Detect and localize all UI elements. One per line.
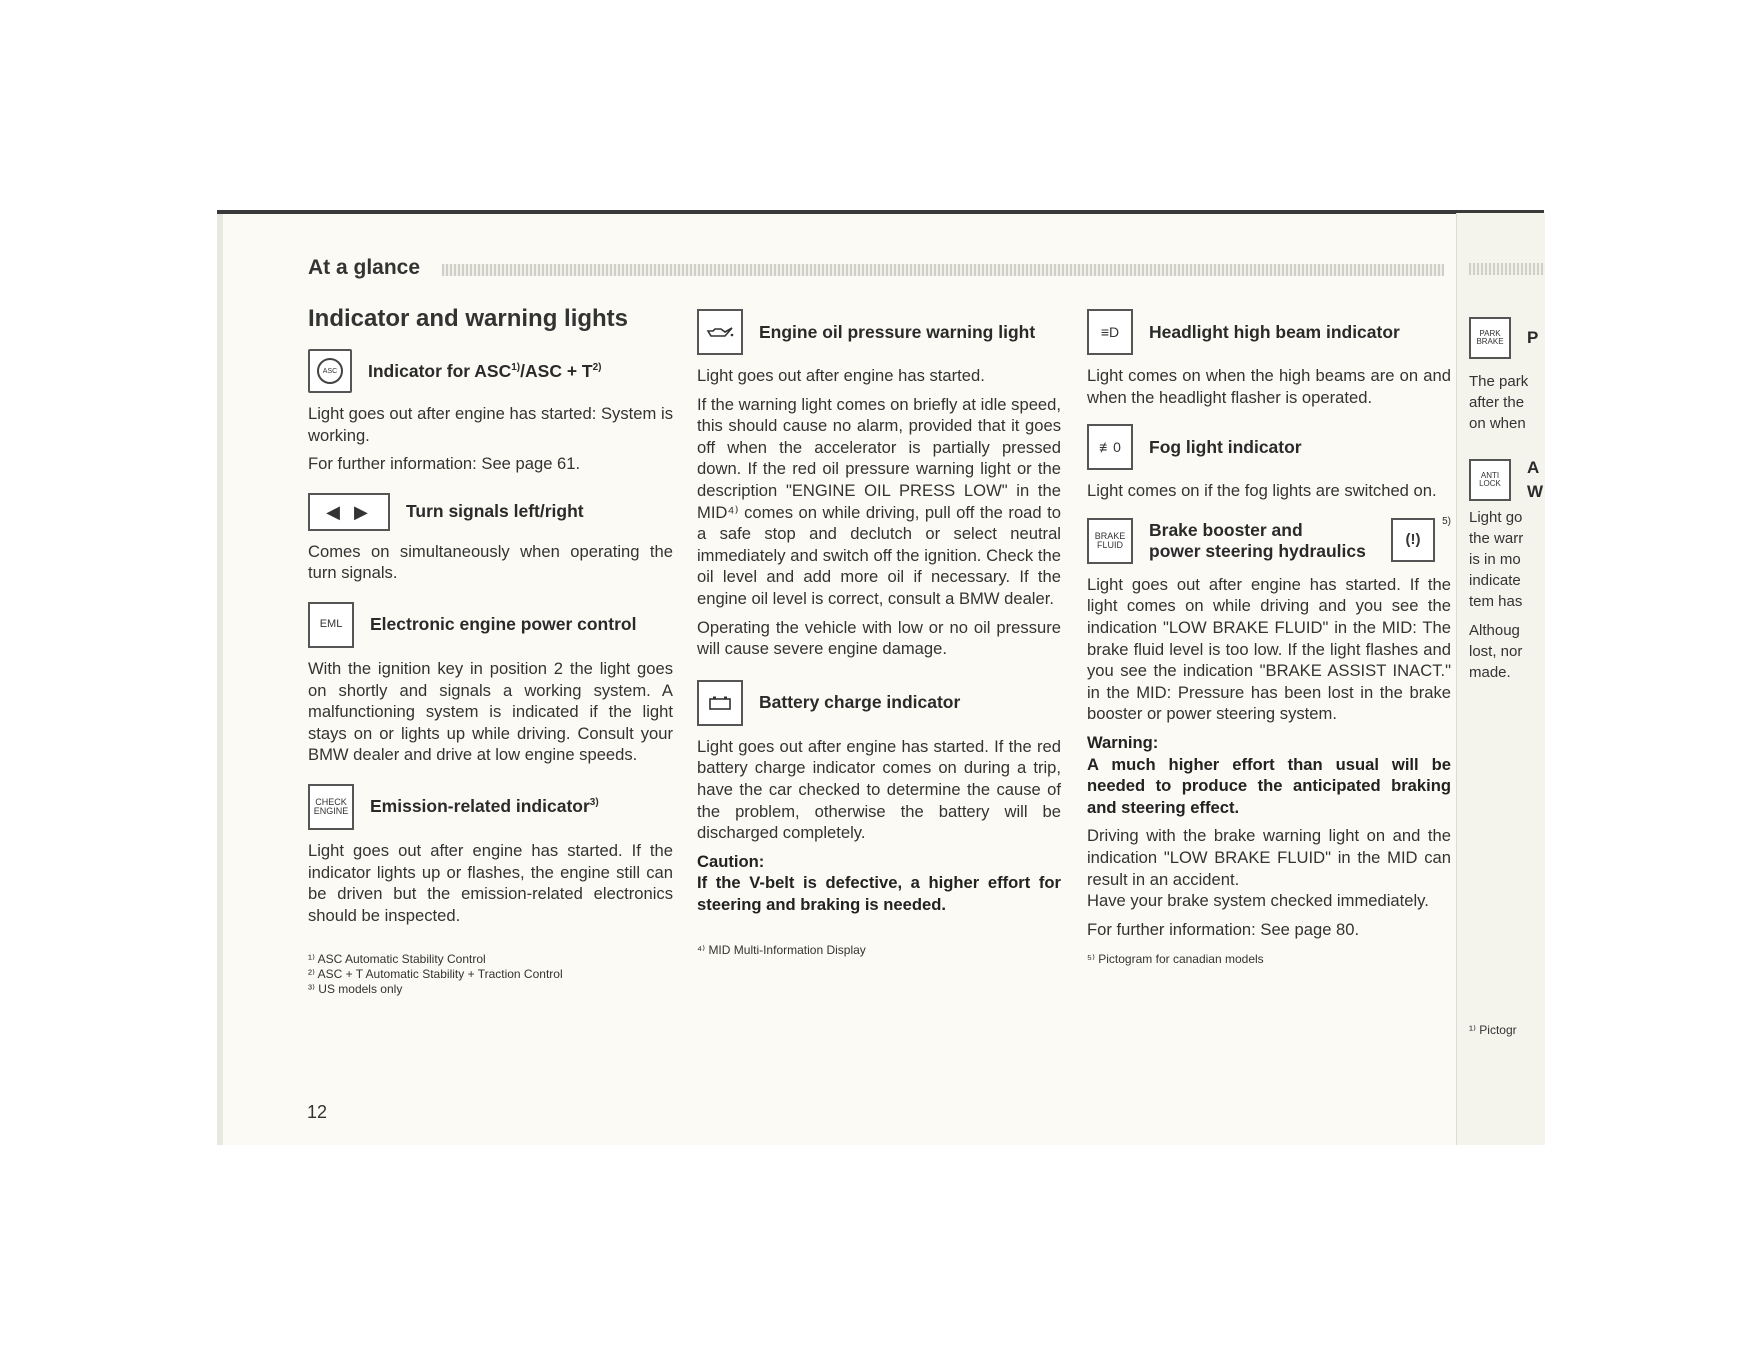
park-brake-text — [1469, 371, 1528, 434]
park-brake-heading — [1469, 317, 1538, 359]
fog-light-icon: ≢0 — [1087, 424, 1133, 470]
oil-paragraph-2: If the warning light comes on briefly at idle speed, this should cause no alarm, provided that it goes off when the accelerator is partially pressed down. If the red oil pressure warning light or the description "ENGINE OIL PRESS LOW" in the MID⁴⁾ comes on while driving, pull off the road to a safe stop and declutch or select neutral immediately and switch off the ignition. Check the oil level and add more oil if necessary. If the engine oil level is correct, consult a BMW dealer. — [697, 394, 1061, 608]
high-beam-title: Headlight high beam indicator — [1149, 321, 1400, 342]
eml-paragraph: With the ignition key in position 2 the light goes on shortly and signals a working system. A malfunctioning system is indicated if the light stays on or lights up while driving. Consult your BMW dealer and drive at low engine speeds. — [308, 658, 673, 765]
brake-title-line-2: power steering hydraulics — [1149, 540, 1366, 561]
asc-indicator-title — [368, 361, 602, 382]
turn-right-icon: ▶ — [354, 501, 382, 522]
anti-lock-icon — [1469, 459, 1511, 501]
high-beam-icon: ≡D — [1087, 309, 1133, 355]
asc-title-main: Indicator for ASC — [368, 360, 512, 381]
abs-text — [1469, 507, 1523, 683]
abs-title-line-1: A — [1527, 458, 1540, 477]
col1-footnotes — [308, 952, 673, 997]
header-rule — [442, 264, 1444, 276]
abs-line-4: indicate — [1469, 572, 1521, 589]
asc-icon-circle: ASC — [317, 358, 343, 384]
brake-paragraph-1: Light goes out after engine has started. If the light comes on while driving and you see the indication "LOW BRAKE FLUID" in the MID: The brake fluid level is too low. If the light flashes and you see the indication "BRAKE ASSIST INACT." in the MID: Pressure has been lost in the brake booster or power steering system. — [1087, 574, 1451, 724]
abs-line-7: lost, nor — [1469, 643, 1523, 660]
battery-svg — [708, 695, 732, 711]
emission-title — [370, 796, 599, 817]
park-line-2: after the — [1469, 394, 1525, 411]
eml-title: Electronic engine power control — [370, 614, 637, 635]
brake-title-line-1: Brake booster and — [1149, 519, 1303, 540]
column-3 — [1087, 309, 1451, 967]
emission-title-text: Emission-related indicator — [370, 796, 590, 817]
page-edge-shadow — [217, 213, 223, 1145]
footnote-3: ³⁾ US models only — [308, 982, 403, 997]
col3-footnote: ⁵⁾ Pictogram for canadian models — [1087, 952, 1264, 967]
eml-heading — [308, 602, 673, 648]
battery-icon — [697, 680, 743, 726]
abs-title-line-2: W — [1527, 482, 1544, 501]
park-brake-title: P — [1527, 328, 1539, 347]
next-page-footnote: ¹⁾ Pictogr — [1469, 1023, 1517, 1037]
caution-label: Caution: — [697, 851, 765, 871]
check-engine-icon — [308, 784, 354, 830]
battery-paragraph: Light goes out after engine has started. If the red battery charge indicator comes on during a trip, have the car checked to determine the cause of the problem, otherwise the battery will be discharged completely. — [697, 736, 1061, 843]
asc-paragraph-2: For further information: See page 61. — [308, 454, 581, 474]
park-line-1: The park — [1469, 373, 1529, 390]
battery-title: Battery charge indicator — [759, 692, 961, 713]
high-beam-heading — [1087, 309, 1451, 355]
turn-left-icon: ◀ — [326, 501, 354, 522]
footnote-1: ¹⁾ ASC Automatic Stability Control — [308, 952, 486, 967]
brake-paragraph-4: For further information: See page 80. — [1087, 919, 1360, 939]
oil-pressure-title: Engine oil pressure warning light — [759, 321, 1036, 342]
fog-light-heading — [1087, 424, 1451, 470]
asc-sup-1: 1) — [511, 361, 521, 373]
asc-paragraph-1: Light goes out after engine has started: System is working. — [308, 404, 673, 445]
asc-icon — [308, 349, 352, 393]
footnote-2: ²⁾ ASC + T Automatic Stability + Traction Control — [308, 967, 563, 982]
page-top-border — [217, 210, 1544, 214]
brake-warning-sup: 5) — [1442, 515, 1451, 527]
abs-line-5: tem has — [1469, 593, 1523, 610]
high-beam-paragraph: Light comes on when the high beams are on and when the headlight flasher is operated. — [1087, 366, 1451, 407]
abs-line-8: made. — [1469, 664, 1511, 681]
eml-icon: EML — [308, 602, 354, 648]
abs-icon-line-2: LOCK — [1479, 479, 1501, 488]
fog-light-title: Fog light indicator — [1149, 436, 1302, 457]
brake-icon-line-2: FLUID — [1096, 539, 1123, 550]
abs-line-1: Light go — [1469, 509, 1523, 526]
abs-line-3: is in mo — [1469, 551, 1521, 568]
park-icon-line-2: BRAKE — [1476, 337, 1504, 346]
brake-title — [1149, 520, 1366, 562]
abs-heading — [1469, 456, 1543, 504]
next-page-edge — [1456, 213, 1545, 1145]
oil-paragraph-3: Operating the vehicle with low or no oil pressure will cause severe engine damage. — [697, 617, 1061, 659]
next-page-header-rule — [1469, 263, 1545, 275]
emission-paragraph: Light goes out after engine has started. If the indicator lights up or flashes, the engine still can be driven but the emission-related electronics should be inspected. — [308, 840, 673, 925]
battery-heading — [697, 680, 1061, 726]
park-line-3: on when — [1469, 415, 1526, 432]
turn-arrows-icon — [308, 493, 390, 531]
oil-can-svg — [705, 323, 735, 341]
column-2 — [697, 309, 1061, 958]
col2-footnote: ⁴⁾ MID Multi-Information Display — [697, 943, 866, 958]
warning-text: A much higher effort than usual will be needed to produce the anticipated braking and steering effect. — [1087, 754, 1451, 817]
asc-indicator-heading — [308, 349, 673, 393]
park-brake-icon — [1469, 317, 1511, 359]
brake-fluid-icon — [1087, 518, 1133, 564]
section-title: Indicator and warning lights — [308, 305, 629, 332]
fog-light-paragraph: Light comes on if the fog lights are switched on. — [1087, 481, 1437, 501]
turn-signals-heading — [308, 493, 673, 531]
abs-icon-line-1: ANTI — [1480, 471, 1500, 480]
asc-sup-2: 2) — [592, 361, 602, 373]
abs-line-6: Althoug — [1469, 622, 1520, 639]
abs-line-2: the warr — [1469, 530, 1524, 547]
asc-title-mid: /ASC + T — [520, 360, 593, 381]
warning-label: Warning: — [1087, 732, 1159, 752]
brake-heading — [1087, 515, 1451, 564]
emission-heading — [308, 784, 673, 830]
page-number: 12 — [307, 1102, 328, 1122]
emission-sup: 3) — [589, 797, 599, 809]
abs-title — [1527, 456, 1543, 504]
brake-icon-line-1: BRAKE — [1094, 530, 1126, 541]
oil-can-icon — [697, 309, 743, 355]
header-title: At a glance — [308, 256, 421, 279]
brake-warning-icon: (!) — [1391, 518, 1435, 562]
check-engine-line-2: ENGINE — [313, 805, 349, 816]
brake-paragraph-2: Driving with the brake warning light on and the indication "LOW BRAKE FLUID" in the MID can result in an accident. — [1087, 826, 1451, 889]
check-engine-line-1: CHECK — [315, 796, 347, 807]
turn-signals-title: Turn signals left/right — [406, 501, 584, 522]
brake-paragraph-3: Have your brake system checked immediately. — [1087, 891, 1429, 911]
page-header — [308, 254, 1444, 284]
column-1 — [308, 305, 673, 997]
park-icon-line-1: PARK — [1479, 329, 1501, 338]
oil-pressure-heading — [697, 309, 1061, 355]
caution-text: If the V-belt is defective, a higher effort for steering and braking is needed. — [697, 873, 1061, 914]
turn-signals-paragraph: Comes on simultaneously when operating the turn signals. — [308, 541, 673, 583]
oil-paragraph-1: Light goes out after engine has started. — [697, 366, 985, 385]
